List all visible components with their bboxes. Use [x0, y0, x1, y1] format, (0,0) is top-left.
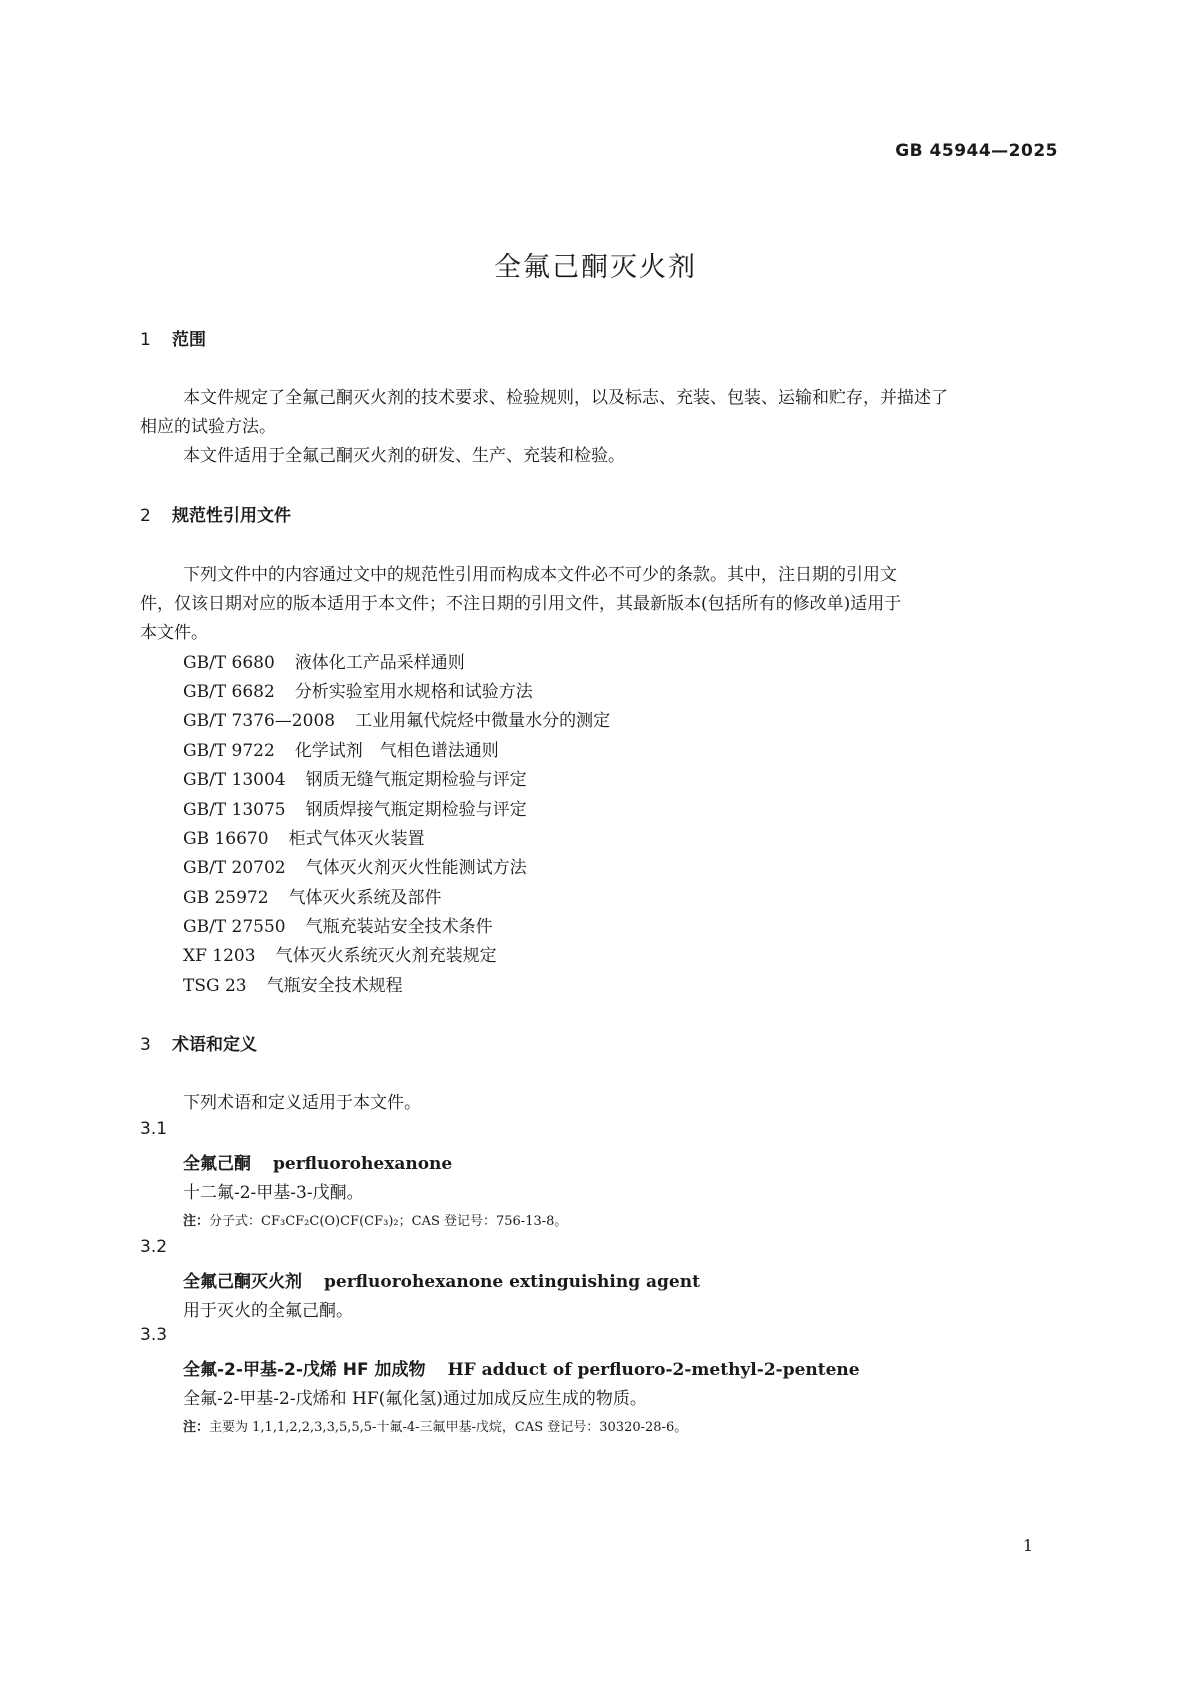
section-number: 2: [140, 506, 151, 526]
term-definition: 用于灭火的全氟己酮。: [183, 1301, 353, 1321]
section-title: 术语和定义: [172, 1035, 257, 1055]
reference-item: [183, 971, 403, 996]
reference-code: GB/T 7376—2008: [183, 711, 336, 731]
term-entry: [183, 1149, 452, 1174]
reference-code: GB/T 6680: [183, 653, 275, 673]
reference-item: [183, 706, 610, 731]
reference-title: 气体灭火系统灭火剂充装规定: [275, 946, 497, 966]
note-text: 分子式：CF₃CF₂C(O)CF(CF₃)₂；CAS 登记号：756-13-8。: [209, 1214, 568, 1229]
reference-title: 分析实验室用水规格和试验方法: [294, 682, 533, 702]
reference-item: [183, 941, 497, 966]
reference-title: 钢质焊接气瓶定期检验与评定: [305, 800, 527, 820]
references-intro-line: 下列文件中的内容通过文中的规范性引用而构成本文件必不可少的条款。其中，注日期的引用文: [183, 565, 897, 585]
page-number: 1: [1022, 1536, 1033, 1555]
terms-intro: 下列术语和定义适用于本文件。: [183, 1093, 421, 1113]
term-definition: 十二氟-2-甲基-3-戊酮。: [183, 1183, 364, 1203]
reference-title: 工业用氟代烷烃中微量水分的测定: [355, 711, 611, 731]
document-title: 全氟己酮灭火剂: [494, 252, 697, 283]
reference-title: 气体灭火剂灭火性能测试方法: [305, 858, 527, 878]
reference-item: [183, 824, 425, 849]
reference-title: 化学试剂 气相色谱法通则: [294, 741, 499, 761]
reference-item: [183, 853, 527, 878]
clause-number: 3.3: [140, 1325, 168, 1345]
term-english: HF adduct of perfluoro-2-methyl-2-pentene: [447, 1360, 860, 1380]
section-number: 3: [140, 1035, 151, 1055]
term-chinese: 全氟己酮: [183, 1154, 251, 1174]
reference-title: 柜式气体灭火装置: [288, 829, 425, 849]
scope-paragraph-line: 本文件规定了全氟己酮灭火剂的技术要求、检验规则，以及标志、充装、包装、运输和贮存，并描述了: [183, 388, 948, 408]
reference-item: [183, 912, 493, 937]
scope-paragraph: 本文件适用于全氟己酮灭火剂的研发、生产、充装和检验。: [183, 446, 625, 466]
reference-code: GB 25972: [183, 888, 269, 908]
term-note: [183, 1416, 687, 1435]
standard-code: GB 45944—2025: [895, 141, 1058, 161]
clause-number: 3.1: [140, 1119, 168, 1139]
reference-title: 气瓶安全技术规程: [266, 976, 403, 996]
reference-code: XF 1203: [183, 946, 256, 966]
reference-item: [183, 677, 533, 702]
reference-item: [183, 883, 442, 908]
clause-number: 3.2: [140, 1237, 168, 1257]
reference-code: GB 16670: [183, 829, 269, 849]
note-label: 注：: [183, 1420, 210, 1435]
references-intro-line: 本文件。: [140, 623, 208, 643]
reference-code: TSG 23: [183, 976, 247, 996]
references-intro-line: 件，仅该日期对应的版本适用于本文件；不注日期的引用文件，其最新版本(包括所有的修改单)适用于: [140, 594, 902, 614]
note-label: 注：: [183, 1214, 210, 1229]
reference-code: GB/T 20702: [183, 858, 286, 878]
reference-item: [183, 736, 499, 761]
reference-title: 气体灭火系统及部件: [288, 888, 442, 908]
reference-code: GB/T 13075: [183, 800, 286, 820]
section-title: 范围: [172, 330, 206, 350]
section-2-heading: [140, 501, 291, 526]
reference-code: GB/T 27550: [183, 917, 286, 937]
reference-title: 液体化工产品采样通则: [294, 653, 465, 673]
term-definition: 全氟-2-甲基-2-戊烯和 HF(氟化氢)通过加成反应生成的物质。: [183, 1389, 647, 1409]
reference-title: 钢质无缝气瓶定期检验与评定: [305, 770, 527, 790]
reference-item: [183, 648, 465, 673]
reference-code: GB/T 6682: [183, 682, 275, 702]
note-text: 主要为 1,1,1,2,2,3,3,5,5,5-十氟-4-三氟甲基-戊烷，CAS 登记号：30320-28-6。: [209, 1420, 688, 1435]
reference-item: [183, 795, 527, 820]
term-entry: [183, 1267, 700, 1292]
term-english: perfluorohexanone extinguishing agent: [324, 1272, 700, 1292]
reference-code: GB/T 9722: [183, 741, 275, 761]
term-chinese: 全氟-2-甲基-2-戊烯 HF 加成物: [183, 1360, 426, 1380]
reference-code: GB/T 13004: [183, 770, 286, 790]
term-note: [183, 1210, 567, 1229]
section-3-heading: [140, 1030, 257, 1055]
section-1-heading: [140, 325, 206, 350]
section-number: 1: [140, 330, 151, 350]
reference-title: 气瓶充装站安全技术条件: [305, 917, 493, 937]
term-english: perfluorohexanone: [273, 1154, 453, 1174]
term-entry: [183, 1355, 860, 1380]
term-chinese: 全氟己酮灭火剂: [183, 1272, 302, 1292]
scope-paragraph-line: 相应的试验方法。: [140, 417, 276, 437]
section-title: 规范性引用文件: [172, 506, 291, 526]
reference-item: [183, 765, 527, 790]
